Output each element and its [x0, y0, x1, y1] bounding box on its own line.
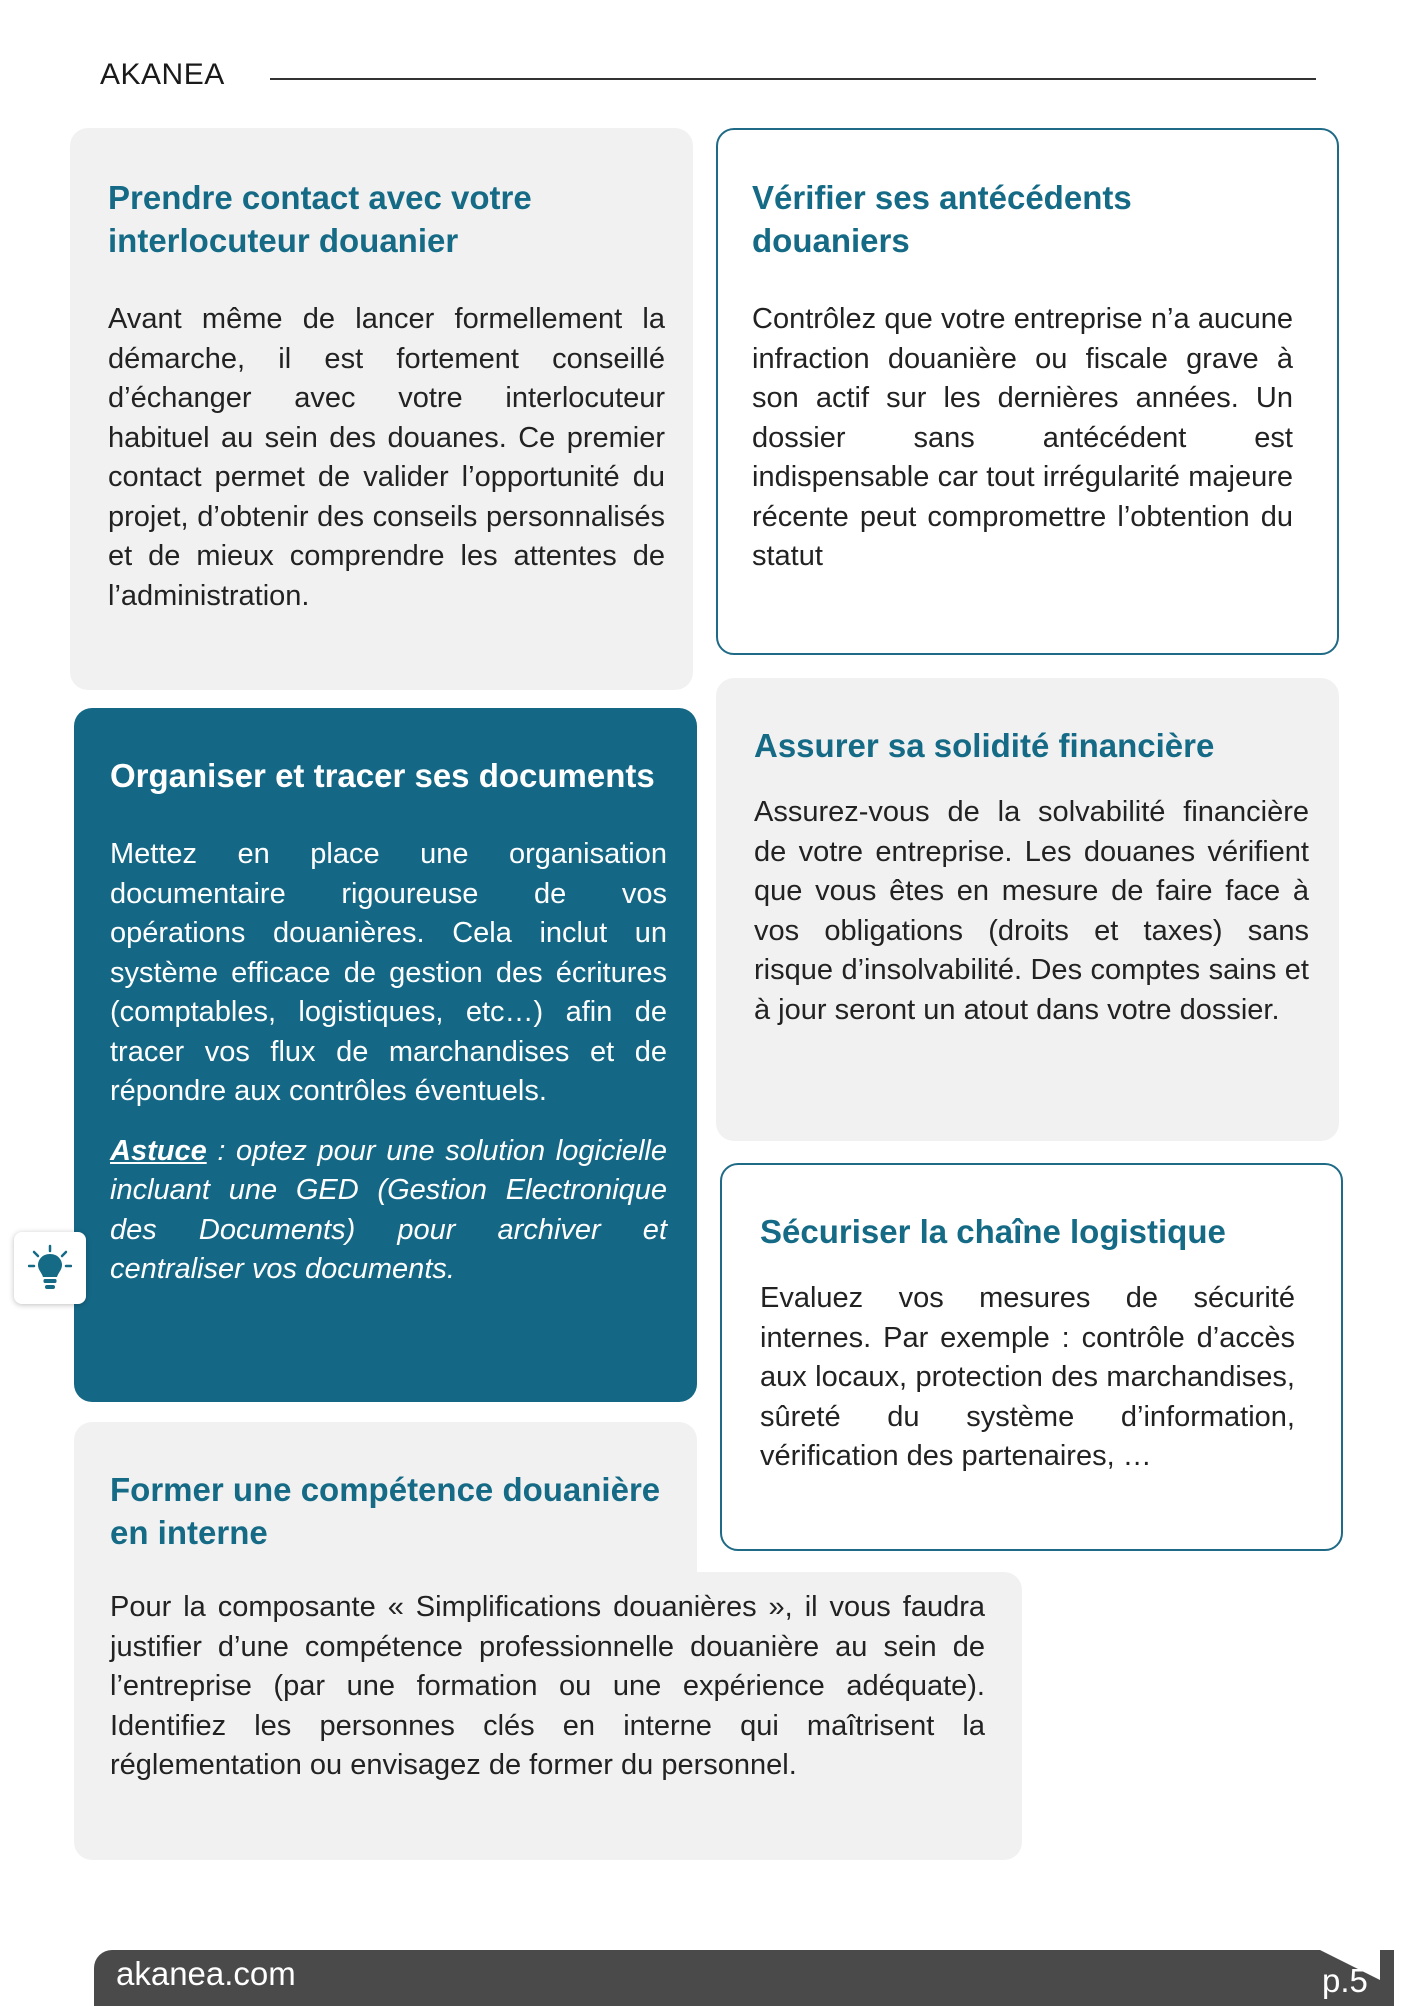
card-antecedents-title: Vérifier ses antécédents douaniers — [752, 179, 1132, 259]
card-documents-text: Mettez en place une organisation documentaire rigoureuse de vos opérations douanières. Cela inclut un système efficace de gestion des écritures (comptables, logistiques, etc…) afin de tracer vos flux de marchandises et de répondre aux contrôles éventuels. — [110, 838, 667, 1107]
card-contact — [70, 128, 693, 690]
footer-site-link[interactable]: akanea.com — [116, 1955, 296, 1992]
card-logistique-text: Evaluez vos mesures de sécurité internes. Par exemple : contrôle d’accès aux locaux, protection des marchandises, sûreté du système d’information, vérification des partenaires, … — [760, 1282, 1295, 1472]
card-antecedents — [716, 128, 1339, 655]
card-financiere-text: Assurez-vous de la solvabilité financière de votre entreprise. Les douanes vérifient que vous êtes en mesure de faire face à vos obligations (droits et taxes) sans risque d’insolvabilité. Des comptes sains et à jour seront un atout dans votre dossier. — [754, 796, 1309, 1026]
card-logistique-title: Sécuriser la chaîne logistique — [760, 1213, 1226, 1250]
card-financiere-title: Assurer sa solidité financière — [754, 727, 1215, 764]
card-documents — [74, 708, 697, 1402]
card-contact-text: Avant même de lancer formellement la démarche, il est fortement conseillé d’échanger avec votre interlocuteur habituel au sein des douanes. Ce premier contact permet de valider l’opportunité du projet, d’obtenir des conseils personnalisés et de mieux comprendre les attentes de l’administration. — [108, 303, 665, 612]
card-documents-title: Organiser et tracer ses documents — [110, 757, 655, 794]
header-rule — [270, 78, 1316, 80]
lightbulb-icon — [14, 1232, 86, 1304]
card-competence-text: Pour la composante « Simplifications douanières », il vous faudra justifier d’une compétence professionnelle douanière au sein de l’entreprise (par une formation ou une expérience adéquate). Identifiez les personnes clés en interne qui maîtrisent la réglementation ou envisagez de former du personnel. — [110, 1591, 985, 1781]
tip-text: : optez pour une solution logicielle incluant une GED (Gestion Electronique des Documents) pour archiver et centraliser vos documents. — [110, 1134, 667, 1285]
tip-paragraph — [110, 1132, 667, 1290]
card-competence-title: Former une compétence douanière en interne — [110, 1471, 661, 1551]
tip-label: Astuce — [110, 1134, 207, 1167]
card-competence-content — [110, 1468, 985, 1786]
card-financiere — [716, 678, 1339, 1141]
footer-corner-decoration — [1320, 1950, 1380, 1980]
brand-logo: AKANEA — [100, 58, 225, 91]
card-contact-title: Prendre contact avec votre interlocuteur douanier — [108, 179, 532, 259]
page-number: p.5 — [1322, 1962, 1368, 1999]
card-antecedents-text: Contrôlez que votre entreprise n’a aucune infraction douanière ou fiscale grave à son actif sur les dernières années. Un dossier sans antécédent est indispensable car tout irrégularité majeure récente peut compromettre l’obtention du statut — [752, 303, 1293, 572]
